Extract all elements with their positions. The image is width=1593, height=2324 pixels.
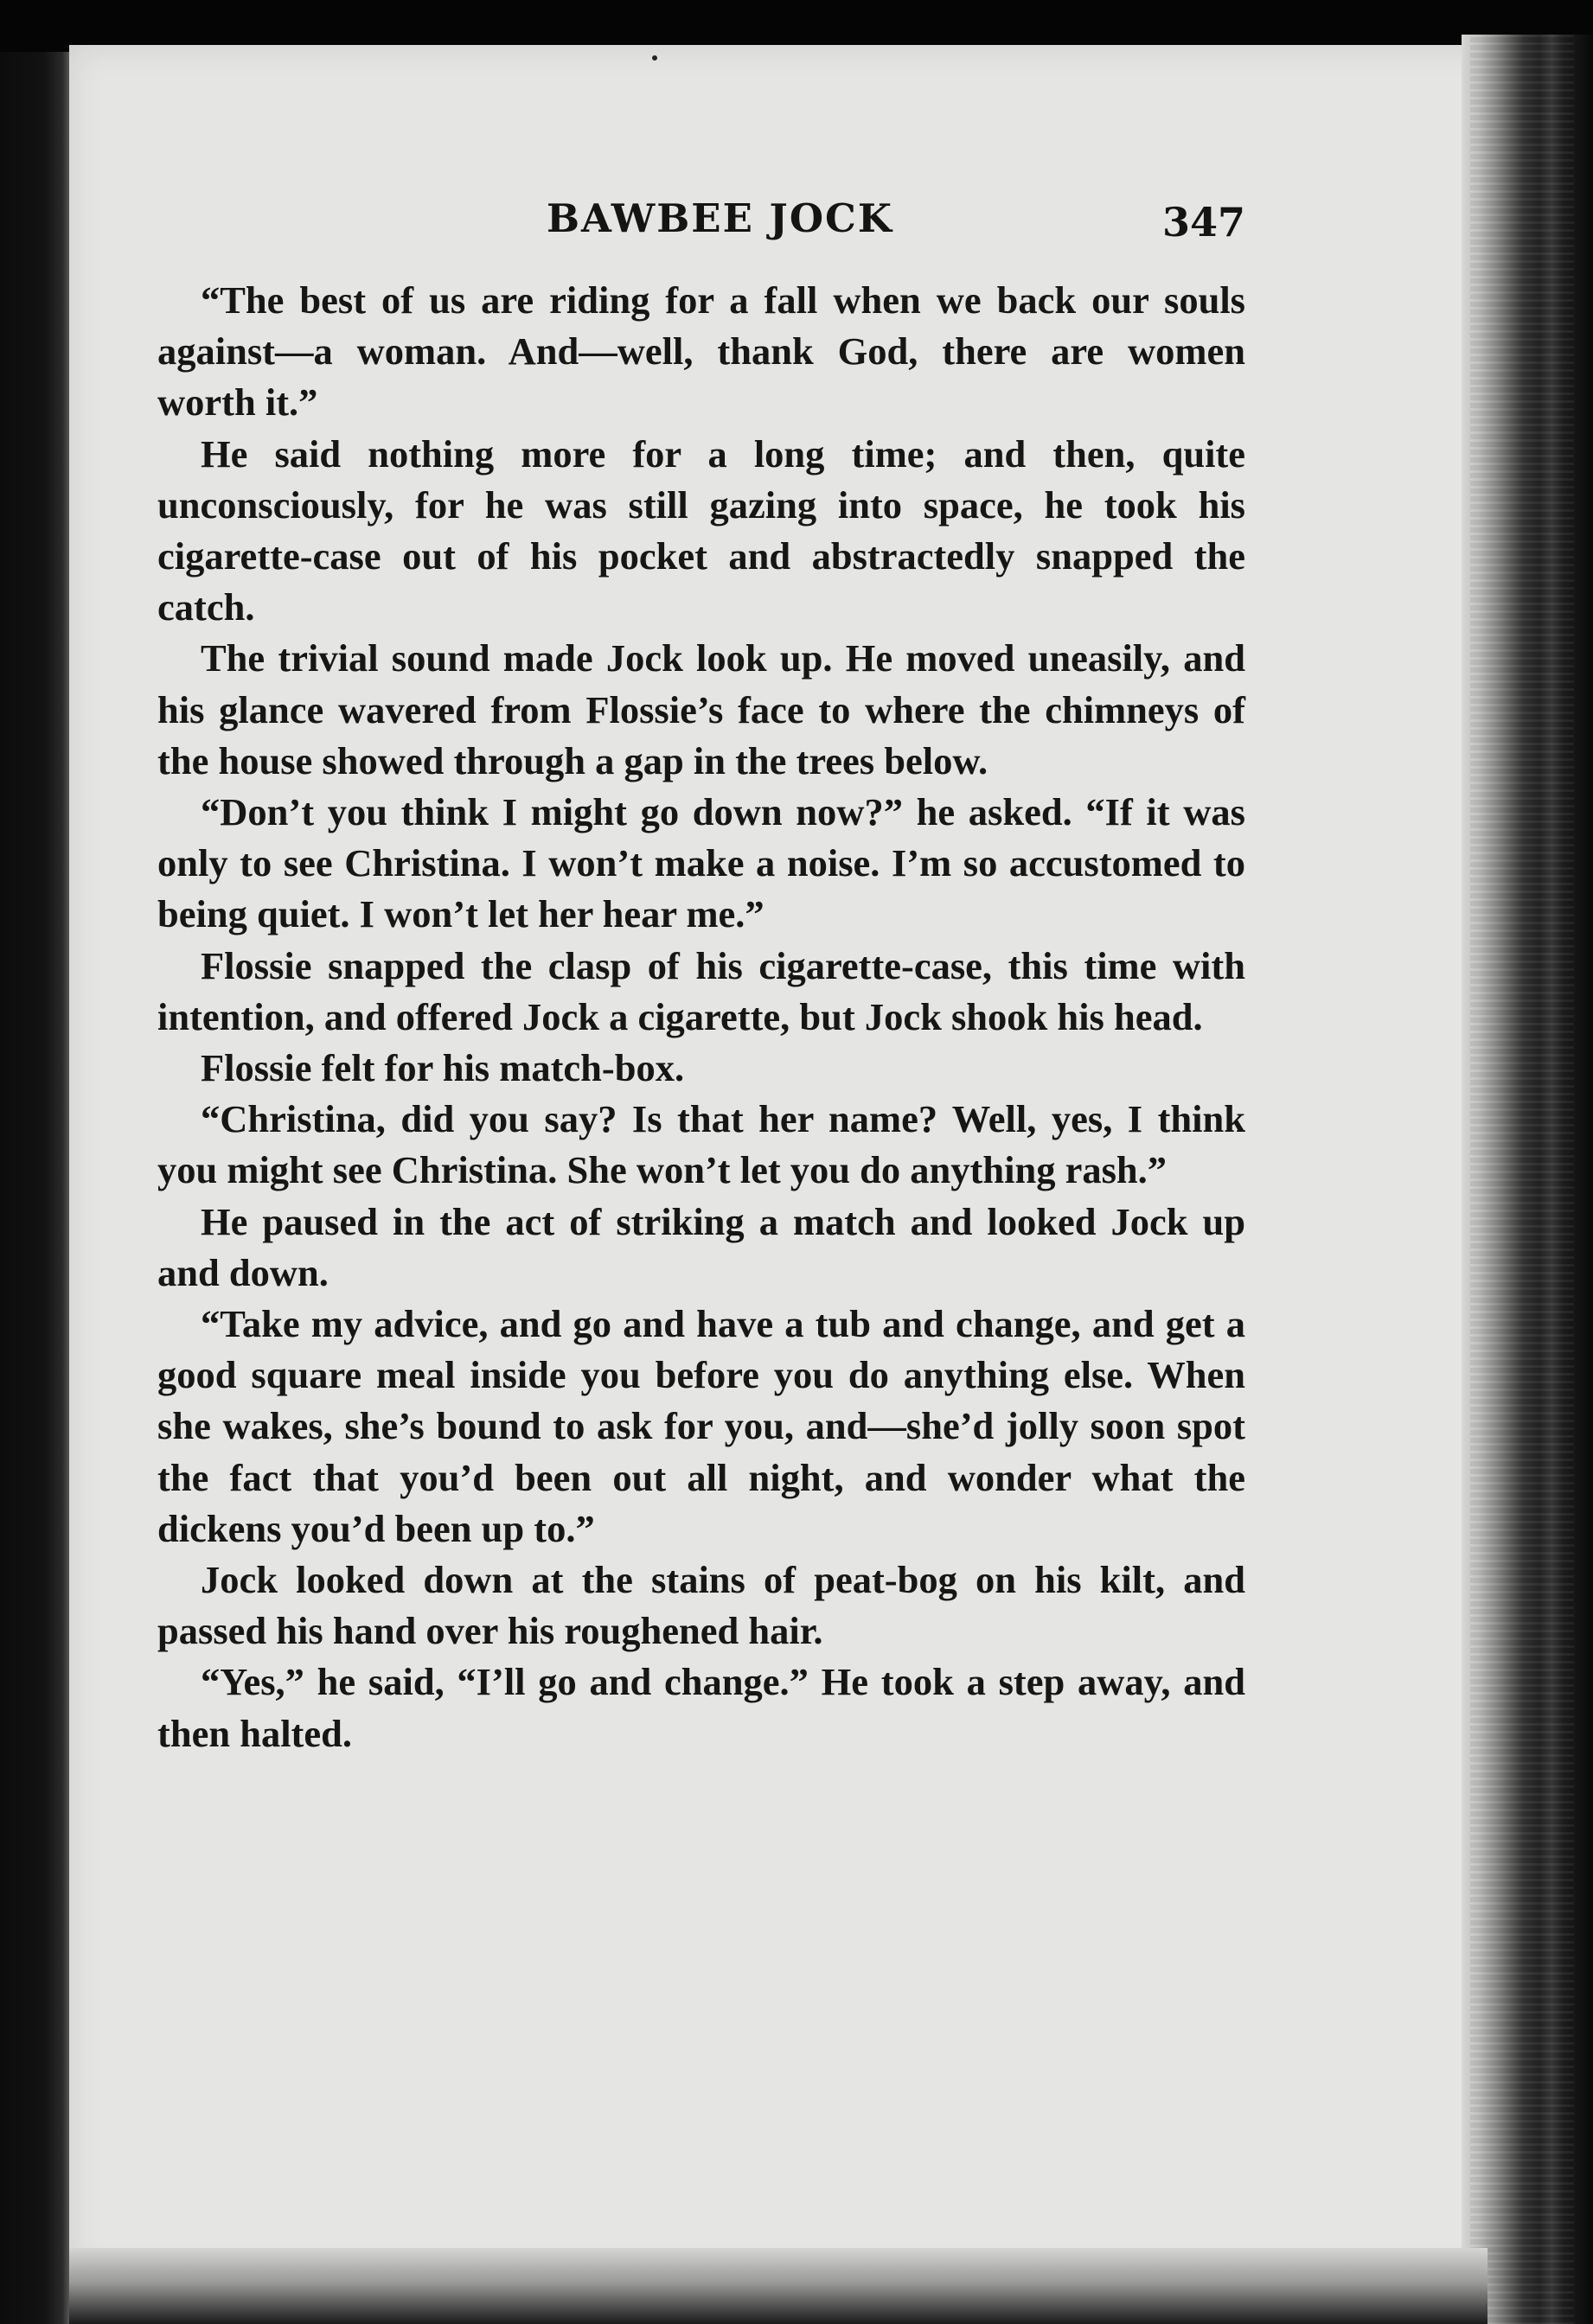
book-binding-gutter: [1462, 35, 1593, 2324]
scan-bottom-border: [69, 2248, 1487, 2324]
paragraph: He said nothing more for a long time; and then, quite unconsciously, for he was still gazing into space, he took his cigarette-case out of his pocket and abstractedly snapped the catch.: [157, 431, 1245, 629]
ink-speck: [652, 55, 657, 61]
scan-left-border: [0, 52, 74, 2324]
body-text: [157, 275, 1245, 1759]
paragraph: The trivial sound made Jock look up. He moved uneasily, and his glance wavered from Flossie’s face to where the chimneys of the house showed through a gap in the trees below.: [157, 636, 1245, 782]
paragraph: “Christina, did you say? Is that her name? Well, yes, I think you might see Christina. She won’t let you do anything rash.”: [157, 1097, 1245, 1192]
paragraph: He paused in the act of striking a match and looked Jock up and down.: [157, 1199, 1245, 1294]
paragraph: “Don’t you think I might go down now?” he asked. “If it was only to see Christina. I won’t make a noise. I’m so accustomed to being quiet. I won’t let her hear me.”: [157, 790, 1245, 936]
paragraph: Flossie felt for his match-box.: [201, 1046, 685, 1090]
paragraph: “The best of us are riding for a fall when we back our souls against—a woman. And—well, thank God, there are women worth it.”: [157, 278, 1245, 425]
paragraph: Jock looked down at the stains of peat-bog on his kilt, and passed his hand over his roughened hair.: [157, 1558, 1245, 1653]
page-number: 347: [1161, 199, 1245, 246]
paragraph: “Take my advice, and go and have a tub and change, and get a good square meal inside you before you do anything else. When she wakes, she’s bound to ask for you, and—she’d jolly soon spot the fact that you’d been out all night, and wonder what the dickens you’d been up to.”: [157, 1302, 1245, 1550]
running-head: [157, 183, 1245, 249]
paragraph: Flossie snapped the clasp of his cigarette-case, this time with intention, and offered Jock a cigarette, but Jock shook his head.: [157, 943, 1245, 1038]
paragraph: “Yes,” he said, “I’ll go and change.” He took a step away, and then halted.: [157, 1660, 1245, 1755]
running-head-title: BAWBEE JOCK: [547, 195, 893, 241]
